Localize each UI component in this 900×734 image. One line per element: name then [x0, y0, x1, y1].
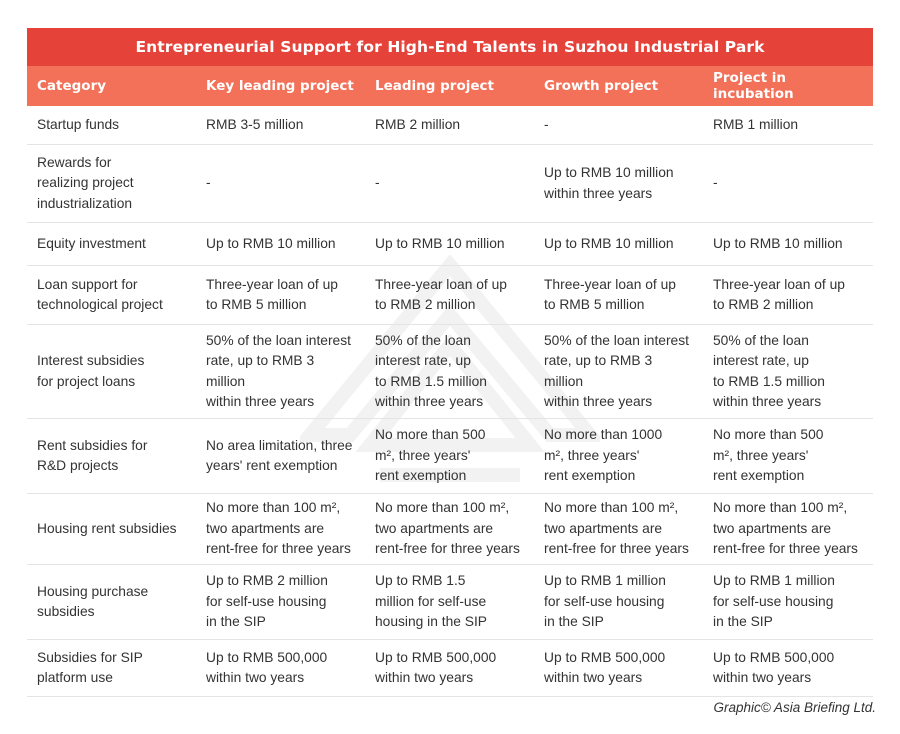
table-cell: Up to RMB 10 million	[375, 235, 505, 251]
table-cell: No more than 100 m², two apartments are rent-free for three years	[713, 500, 858, 557]
table-row	[27, 223, 873, 266]
table-cell: -	[544, 116, 549, 132]
table-cell: No more than 1000 m², three years' rent exemption	[544, 427, 663, 484]
table-cell: Up to RMB 10 million	[713, 235, 843, 251]
table-row	[27, 106, 873, 145]
table-row	[27, 640, 873, 697]
row-category: Housing rent subsidies	[37, 520, 177, 536]
table-row	[27, 266, 873, 325]
table-row	[27, 419, 873, 494]
table-cell: 50% of the loan interest rate, up to RMB 1.5 million within three years	[713, 332, 825, 409]
table-cell: Up to RMB 1.5 million for self-use housing in the SIP	[375, 573, 487, 630]
table-cell: No more than 100 m², two apartments are rent-free for three years	[375, 500, 520, 557]
row-category: Subsidies for SIP platform use	[37, 649, 143, 685]
table-cell: -	[206, 175, 211, 191]
table-row	[27, 565, 873, 640]
table-cell: Up to RMB 10 million within three years	[544, 165, 674, 201]
table-cell: 50% of the loan interest rate, up to RMB 3 million within three years	[206, 332, 351, 409]
table-row	[27, 494, 873, 565]
table-cell: Up to RMB 2 million for self-use housing in the SIP	[206, 573, 328, 630]
table-cell: Three-year loan of up to RMB 5 million	[544, 276, 676, 312]
table-cell: 50% of the loan interest rate, up to RMB 3 million within three years	[544, 332, 689, 409]
header-growth-project: Growth project	[544, 78, 659, 94]
header-project-in-incubation: Project in incubation	[713, 70, 794, 102]
table-cell: Three-year loan of up to RMB 2 million	[713, 276, 845, 312]
table-cell: No area limitation, three years' rent exemption	[206, 437, 353, 473]
row-category: Housing purchase subsidies	[37, 583, 149, 619]
graphic-credit: Graphic© Asia Briefing Ltd.	[713, 700, 876, 715]
row-category: Rent subsidies for R&D projects	[37, 437, 148, 473]
row-category: Equity investment	[37, 235, 146, 251]
table-cell: RMB 3-5 million	[206, 116, 304, 132]
row-category: Startup funds	[37, 116, 120, 132]
header-key-leading-project: Key leading project	[206, 78, 354, 94]
table-header-row	[27, 66, 873, 106]
table-row	[27, 145, 873, 223]
table-cell: No more than 100 m², two apartments are rent-free for three years	[206, 500, 351, 557]
table-cell: RMB 2 million	[375, 116, 461, 132]
table-cell: Up to RMB 500,000 within two years	[544, 649, 666, 685]
table-row	[27, 325, 873, 419]
header-leading-project: Leading project	[375, 78, 494, 94]
table-cell: Up to RMB 10 million	[206, 235, 336, 251]
table-cell: -	[713, 175, 718, 191]
table-cell: Up to RMB 500,000 within two years	[713, 649, 835, 685]
table-cell: No more than 500 m², three years' rent exemption	[713, 427, 824, 484]
table-cell: No more than 500 m², three years' rent exemption	[375, 427, 486, 484]
table-cell: No more than 100 m², two apartments are rent-free for three years	[544, 500, 689, 557]
row-category: Interest subsidies for project loans	[37, 353, 145, 389]
table-cell: Up to RMB 1 million for self-use housing in the SIP	[713, 573, 835, 630]
support-table	[27, 28, 873, 697]
table-cell: 50% of the loan interest rate, up to RMB 1.5 million within three years	[375, 332, 487, 409]
table-cell: Three-year loan of up to RMB 2 million	[375, 276, 507, 312]
header-category: Category	[37, 78, 107, 94]
row-category: Loan support for technological project	[37, 276, 163, 312]
table-cell: Up to RMB 1 million for self-use housing in the SIP	[544, 573, 666, 630]
table-cell: -	[375, 175, 380, 191]
table-cell: RMB 1 million	[713, 116, 799, 132]
table-cell: Three-year loan of up to RMB 5 million	[206, 276, 338, 312]
table-cell: Up to RMB 500,000 within two years	[375, 649, 497, 685]
table-title: Entrepreneurial Support for High-End Talents in Suzhou Industrial Park	[27, 28, 873, 66]
row-category: Rewards for realizing project industrialization	[37, 154, 134, 211]
table-cell: Up to RMB 10 million	[544, 235, 674, 251]
table-cell: Up to RMB 500,000 within two years	[206, 649, 328, 685]
